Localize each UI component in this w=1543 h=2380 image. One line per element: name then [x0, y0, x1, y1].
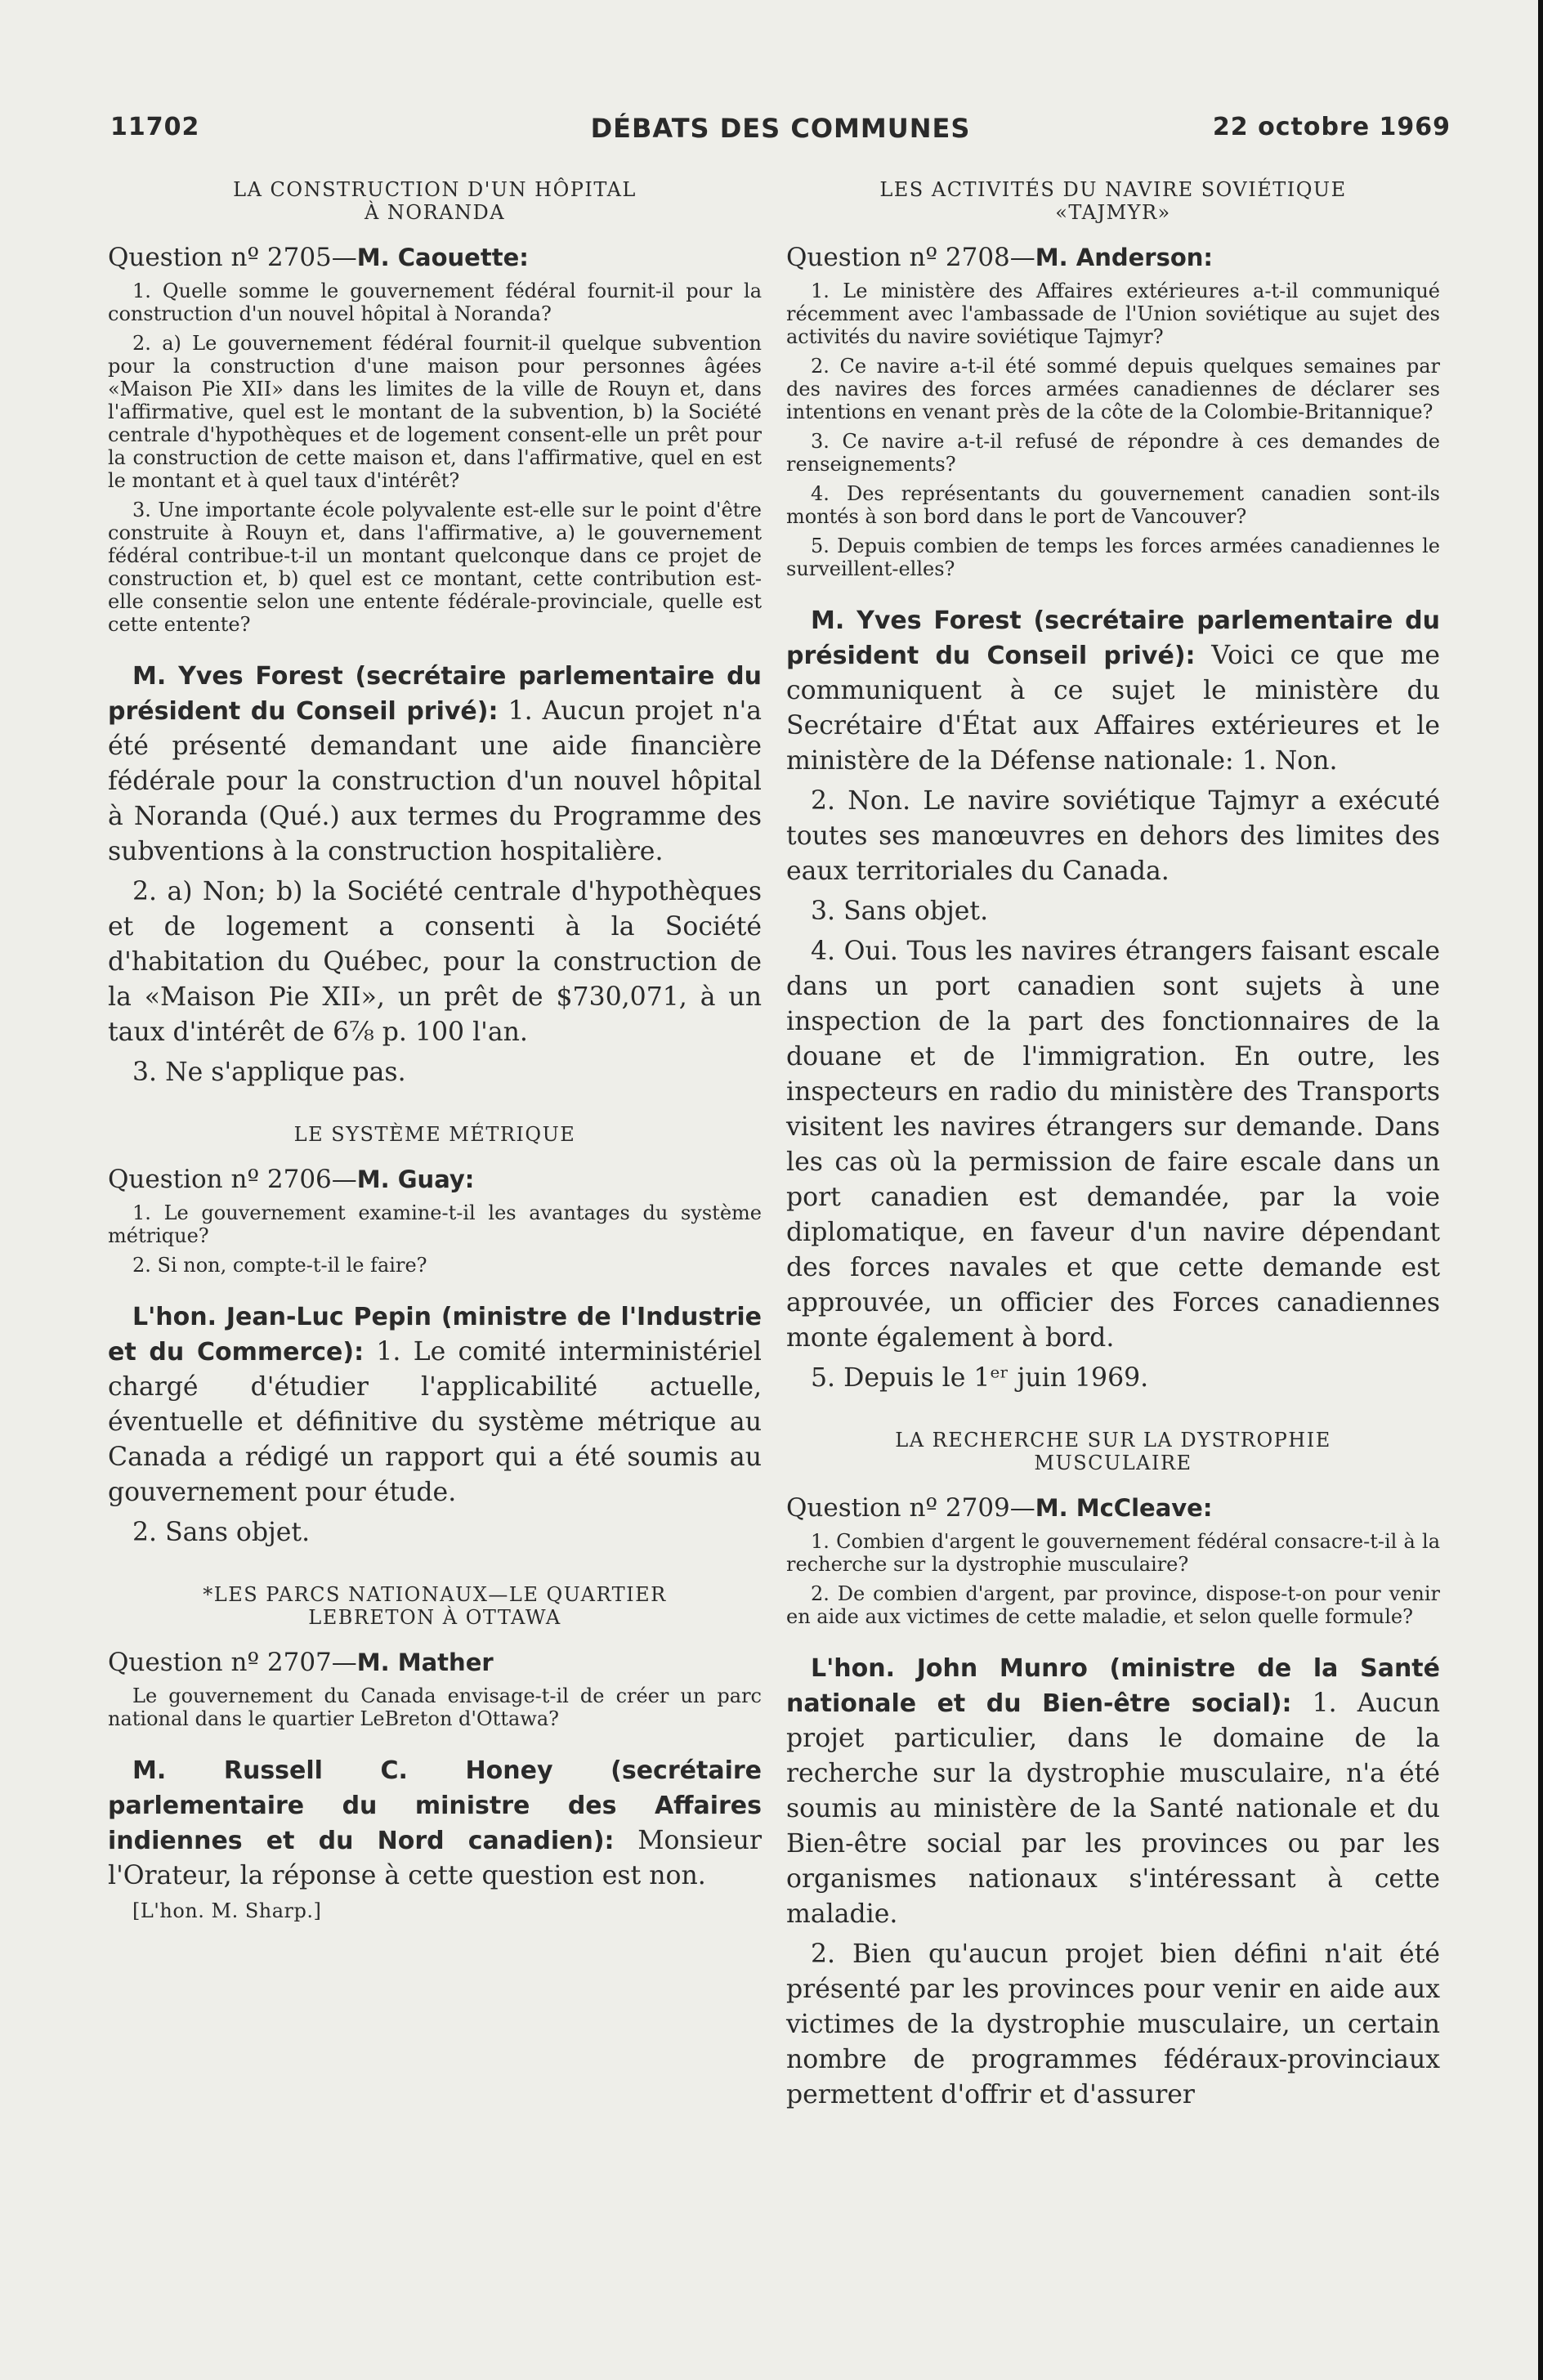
question-header: Question nº 2709—M. McCleave:: [786, 1493, 1213, 1523]
subquestion: 2. a) Le gouvernement fédéral fournit-il quelque subvention pour la construction d'une maison pour personnes âgées «Maison Pie XII» dans les limites de la ville de Rouyn et, dans l'affirmative, quel est le montant de la subvention, b) la Société centrale d'hypothèques et de logement consent-elle un prêt pour la construction de cette maison et, dans l'affirmative, quel en est le montant et à quel taux d'intérêt?: [108, 332, 762, 492]
subquestion: 2. Si non, compte-t-il le faire?: [132, 1254, 427, 1277]
question-header: Question nº 2708—M. Anderson:: [786, 243, 1213, 272]
question-header: Question nº 2706—M. Guay:: [108, 1165, 475, 1194]
section-heading-lebreton: *LES PARCS NATIONAUX—LE QUARTIER LEBRETON À OTTAWA: [203, 1583, 667, 1629]
answer-paragraph: 3. Ne s'applique pas.: [132, 1058, 406, 1087]
section-heading-dystrophie: LA RECHERCHE SUR LA DYSTROPHIE MUSCULAIRE: [895, 1429, 1331, 1474]
subquestion: 3. Ce navire a-t-il refusé de répondre à ces demandes de renseignements?: [786, 430, 1440, 476]
answer-speaker: M. Yves Forest (secrétaire parlementaire du président du Conseil privé):: [108, 662, 762, 726]
question-asker: M. Caouette:: [356, 244, 529, 271]
answer-speaker: M. Russell C. Honey (secrétaire parlementaire du ministre des Affaires indiennes et du Nord canadien):: [108, 1756, 762, 1855]
answer-paragraph: 5. Depuis le 1ᵉʳ juin 1969.: [811, 1363, 1149, 1393]
page-number: 11702: [110, 113, 200, 141]
right-column: [786, 178, 1440, 2118]
question-asker: M. Anderson:: [1035, 244, 1213, 271]
answer-paragraph: M. Yves Forest (secrétaire parlementaire du président du Conseil privé): Voici ce que me communiquent à ce sujet le ministère du Secrétaire d'État aux Affaires extérieures et le ministère de la Défense nationale: 1. Non.: [786, 606, 1441, 776]
answer-paragraph: 3. Sans objet.: [811, 897, 989, 926]
answer-paragraph: 2. Non. Le navire soviétique Tajmyr a exécuté toutes ses manœuvres en dehors des limites des eaux territoriales du Canada.: [786, 786, 1440, 886]
subquestion: 1. Quelle somme le gouvernement fédéral fournit-il pour la construction d'un nouvel hôpital à Noranda?: [108, 280, 762, 325]
publication-title: DÉBATS DES COMMUNES: [590, 113, 971, 144]
scan-edge: [1538, 0, 1543, 2380]
answer-speaker: M. Yves Forest (secrétaire parlementaire du président du Conseil privé):: [786, 606, 1440, 670]
section-heading-metrique: LE SYSTÈME MÉTRIQUE: [293, 1123, 576, 1146]
issue-date: 22 octobre 1969: [1212, 113, 1451, 141]
subquestion: 3. Une importante école polyvalente est-elle sur le point d'être construite à Rouyn et, dans l'affirmative, a) le gouvernement fédéral contribue-t-il un montant quelconque dans ce projet de construction et, b) quel est ce montant, cette contribution est-elle consentie selon une entente fédérale-provinciale, quelle est cette entente?: [108, 499, 762, 636]
subquestion: 2. De combien d'argent, par province, dispose-t-on pour venir en aide aux victimes de cette maladie, et selon quelle formule?: [786, 1582, 1440, 1628]
answer-paragraph: 2. Sans objet.: [132, 1518, 311, 1547]
question-header: Question nº 2707—M. Mather: [108, 1648, 494, 1677]
answer-paragraph: M. Russell C. Honey (secrétaire parlementaire du ministre des Affaires indiennes et du Nord canadien): Monsieur l'Orateur, la réponse à cette question est non.: [108, 1756, 762, 1890]
question-header: Question nº 2705—M. Caouette:: [108, 243, 529, 272]
answer-speaker: L'hon. Jean-Luc Pepin (ministre de l'Industrie et du Commerce):: [108, 1303, 762, 1367]
answer-speaker: L'hon. John Munro (ministre de la Santé nationale et du Bien-être social):: [786, 1654, 1440, 1718]
subquestion: 1. Le gouvernement examine-t-il les avantages du système métrique?: [108, 1201, 762, 1247]
subquestion: Le gouvernement du Canada envisage-t-il de créer un parc national dans le quartier LeBreton d'Ottawa?: [108, 1684, 762, 1730]
subquestion: 5. Depuis combien de temps les forces armées canadiennes le surveillent-elles?: [786, 535, 1440, 580]
answer-paragraph: 2. Bien qu'aucun projet bien défini n'ait été présenté par les provinces pour venir en aide aux victimes de la dystrophie musculaire, un certain nombre de programmes fédéraux-provinciaux permettent d'offrir et d'assurer: [786, 1939, 1440, 2109]
page-header: [110, 113, 1451, 154]
answer-paragraph: 4. Oui. Tous les navires étrangers faisant escale dans un port canadien sont sujets à une inspection de la part des fonctionnaires de la douane et de l'immigration. En outre, les inspecteurs en radio du ministère des Transports visitent les navires étrangers sur demande. Dans les cas où la permission de faire escale dans un port canadien est demandée, par la voie diplomatique, en faveur d'un navire dépendant des forces navales et que cette demande est approuvée, un officier des Forces canadiennes monte également à bord.: [786, 937, 1440, 1353]
left-column: [108, 178, 762, 1923]
answer-paragraph: L'hon. John Munro (ministre de la Santé nationale et du Bien-être social): 1. Aucun projet particulier, dans le domaine de la recherche sur la dystrophie musculaire, n'a été soumis au ministère de la Santé nationale et du Bien-être social par les provinces ou par les organismes nationaux s'intéressant à cette maladie.: [786, 1654, 1440, 1929]
answer-paragraph: L'hon. Jean-Luc Pepin (ministre de l'Industrie et du Commerce): 1. Le comité interministériel chargé d'étudier l'applicabilité actuelle, éventuelle et définitive du système métrique au Canada a rédigé un rapport qui a été soumis au gouvernement pour étude.: [108, 1303, 762, 1507]
subquestion: 4. Des représentants du gouvernement canadien sont-ils montés à son bord dans le port de Vancouver?: [786, 482, 1440, 528]
section-heading-noranda: LA CONSTRUCTION D'UN HÔPITAL À NORANDA: [233, 178, 637, 224]
question-asker: M. Mather: [356, 1649, 494, 1676]
minister-note: [L'hon. M. Sharp.]: [132, 1899, 322, 1922]
section-heading-tajmyr: LES ACTIVITÉS DU NAVIRE SOVIÉTIQUE «TAJMYR»: [879, 178, 1347, 224]
question-asker: M. Guay:: [356, 1165, 475, 1193]
subquestion: 2. Ce navire a-t-il été sommé depuis quelques semaines par des navires des forces armées canadiennes de déclarer ses intentions en venant près de la côte de la Colombie-Britannique?: [786, 355, 1440, 423]
answer-paragraph: 2. a) Non; b) la Société centrale d'hypothèques et de logement a consenti à la Société d'habitation du Québec, pour la construction de la «Maison Pie XII», un prêt de $730,071, à un taux d'intérêt de 6⅞ p. 100 l'an.: [108, 877, 762, 1047]
answer-paragraph: M. Yves Forest (secrétaire parlementaire du président du Conseil privé): 1. Aucun projet n'a été présenté demandant une aide financière fédérale pour la construction d'un nouvel hôpital à Noranda (Qué.) aux termes du Programme des subventions à la construction hospitalière.: [108, 662, 763, 866]
question-asker: M. McCleave:: [1035, 1494, 1213, 1522]
subquestion: 1. Combien d'argent le gouvernement fédéral consacre-t-il à la recherche sur la dystrophie musculaire?: [786, 1530, 1440, 1576]
subquestion: 1. Le ministère des Affaires extérieures a-t-il communiqué récemment avec l'ambassade de l'Union soviétique au sujet des activités du navire soviétique Tajmyr?: [786, 280, 1440, 348]
